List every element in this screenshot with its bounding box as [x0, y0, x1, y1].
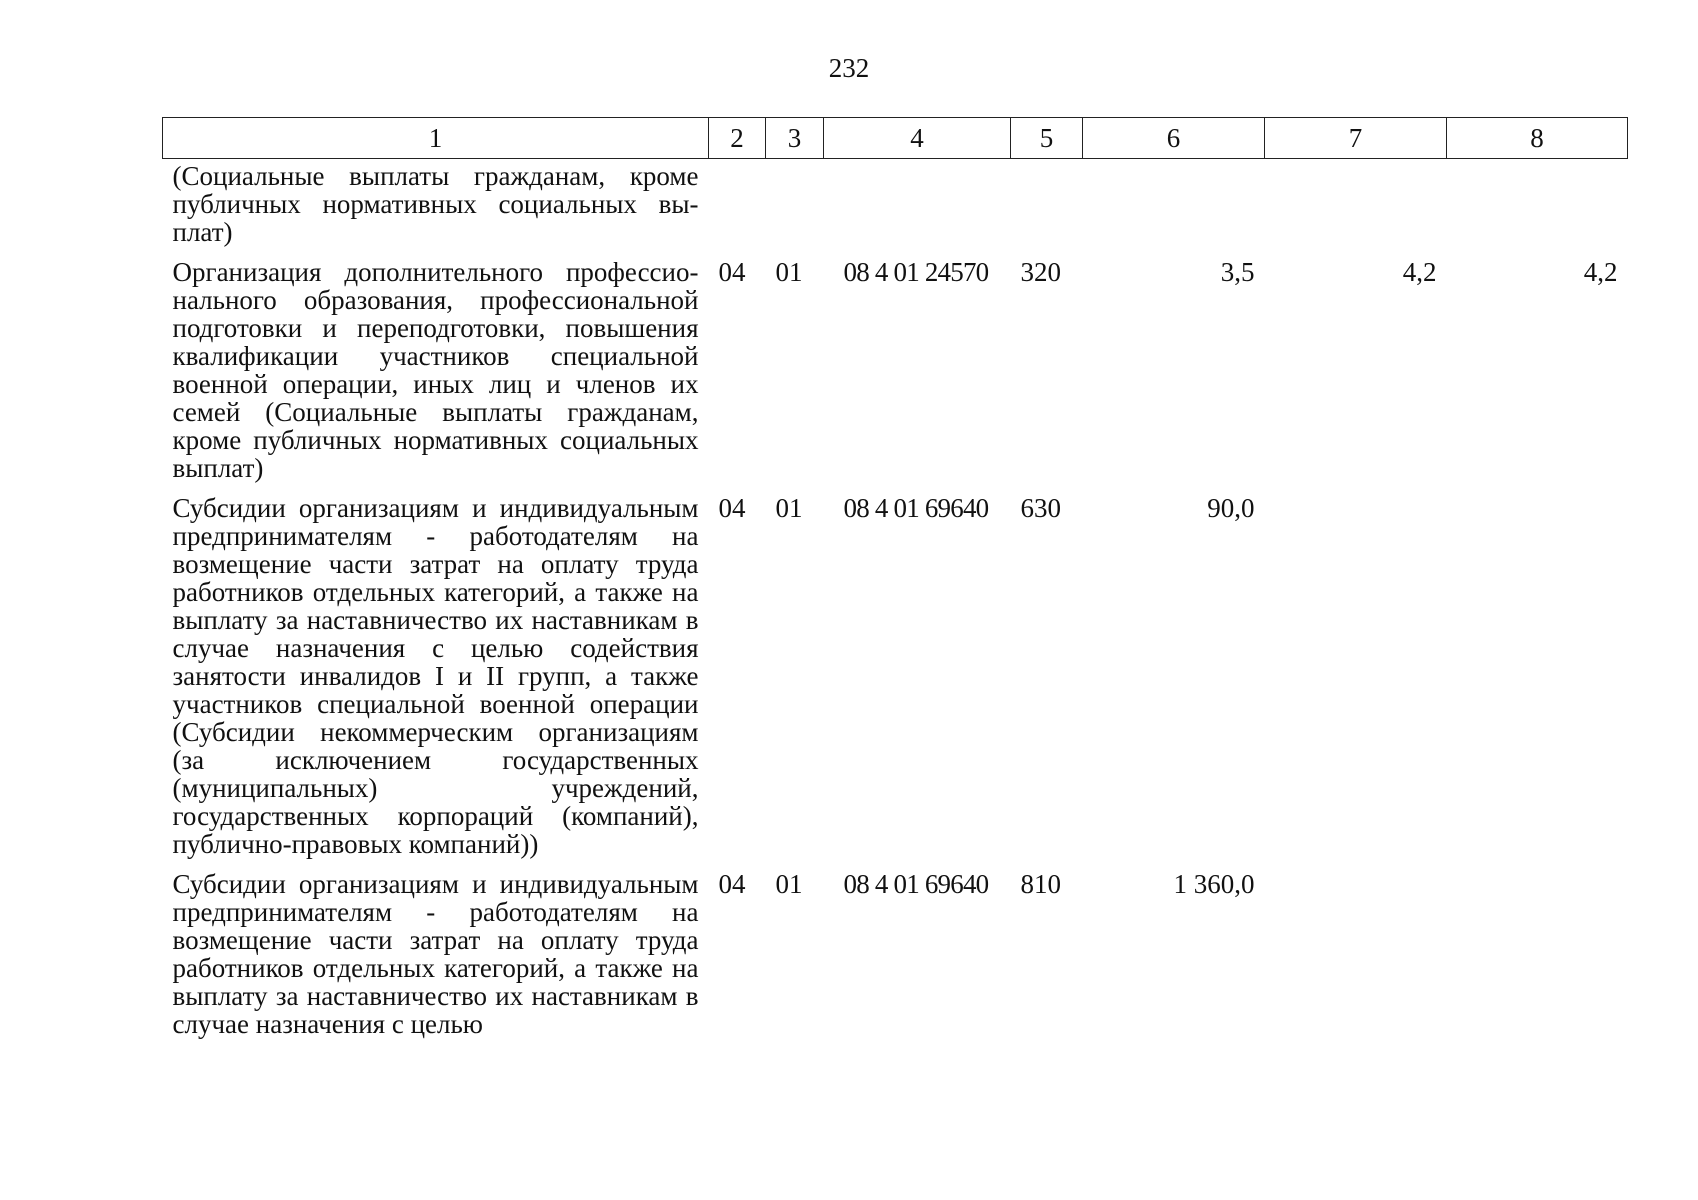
row-amount-1: 90,0 — [1207, 493, 1255, 523]
table-row — [163, 870, 1628, 1050]
budget-table — [162, 117, 1628, 1050]
header-col-3: 3 — [766, 118, 824, 159]
row-amount-3 — [1447, 870, 1628, 1050]
header-row — [163, 118, 1628, 159]
row-amount-1: 1 360,0 — [1173, 869, 1255, 899]
row-amount-1: 3,5 — [1220, 257, 1255, 287]
row-expense-type: 630 — [1020, 493, 1061, 523]
row-description: Субсидии организациям и индивидуальным предпринимателям - работодателям на возмещение части затрат на оплату труда работников отдельных категорий, а также на выплату за наставничество их наставникам в случае назначения с целью содействия занятости инвалидов I и II групп, а также участников специальной военной операции (Субсидии некоммерческим организациям (за исключением государственных (муниципальных) учреждений, государственных корпораций (компаний), публично-правовых компаний)) — [172, 493, 699, 859]
row-amount-3: 4,2 — [1583, 257, 1618, 287]
header-col-7: 7 — [1265, 118, 1447, 159]
table-row — [163, 494, 1628, 870]
row-subsection — [766, 159, 824, 259]
row-amount-1 — [1083, 159, 1265, 259]
row-description: Организация дополнительного профессионального образования, профессиональной подготовки и переподготовки, повышения квалификации участников специальной военной операции, иных лиц и членов их семей (Социальные выплаты гражданам, кроме публичных нормативных социальных выплат) — [172, 257, 699, 483]
row-section: 04 — [718, 257, 746, 287]
row-target-article: 08 4 01 24570 — [843, 257, 989, 287]
row-amount-2 — [1265, 494, 1447, 870]
table-row — [163, 258, 1628, 494]
table-header — [163, 118, 1628, 159]
row-section: 04 — [718, 493, 746, 523]
row-description: (Социальные выплаты гражданам, кроме публичных нормативных социальных выплат) — [172, 161, 699, 247]
table-row — [163, 159, 1628, 259]
header-col-4: 4 — [824, 118, 1011, 159]
row-description: Субсидии организациям и индивидуальным предпринимателям - работодателям на возмещение части затрат на оплату труда работников отдельных категорий, а также на выплату за наставничество их наставникам в случае назначения с целью — [172, 869, 699, 1039]
header-col-1: 1 — [163, 118, 709, 159]
row-amount-2 — [1265, 159, 1447, 259]
row-amount-2 — [1265, 870, 1447, 1050]
row-amount-3 — [1447, 159, 1628, 259]
row-subsection: 01 — [775, 493, 803, 523]
row-section: 04 — [718, 869, 746, 899]
row-amount-3 — [1447, 494, 1628, 870]
row-target-article: 08 4 01 69640 — [843, 869, 989, 899]
header-col-8: 8 — [1447, 118, 1628, 159]
row-expense-type: 320 — [1020, 257, 1061, 287]
row-target-article — [824, 159, 1011, 259]
header-col-2: 2 — [709, 118, 766, 159]
row-amount-2: 4,2 — [1402, 257, 1437, 287]
row-expense-type: 810 — [1020, 869, 1061, 899]
row-subsection: 01 — [775, 257, 803, 287]
row-section — [709, 159, 766, 259]
row-expense-type — [1011, 159, 1083, 259]
table-body — [163, 159, 1628, 1051]
header-col-6: 6 — [1083, 118, 1265, 159]
row-target-article: 08 4 01 69640 — [843, 493, 989, 523]
page-number: 232 — [828, 53, 870, 83]
header-col-5: 5 — [1011, 118, 1083, 159]
row-subsection: 01 — [775, 869, 803, 899]
